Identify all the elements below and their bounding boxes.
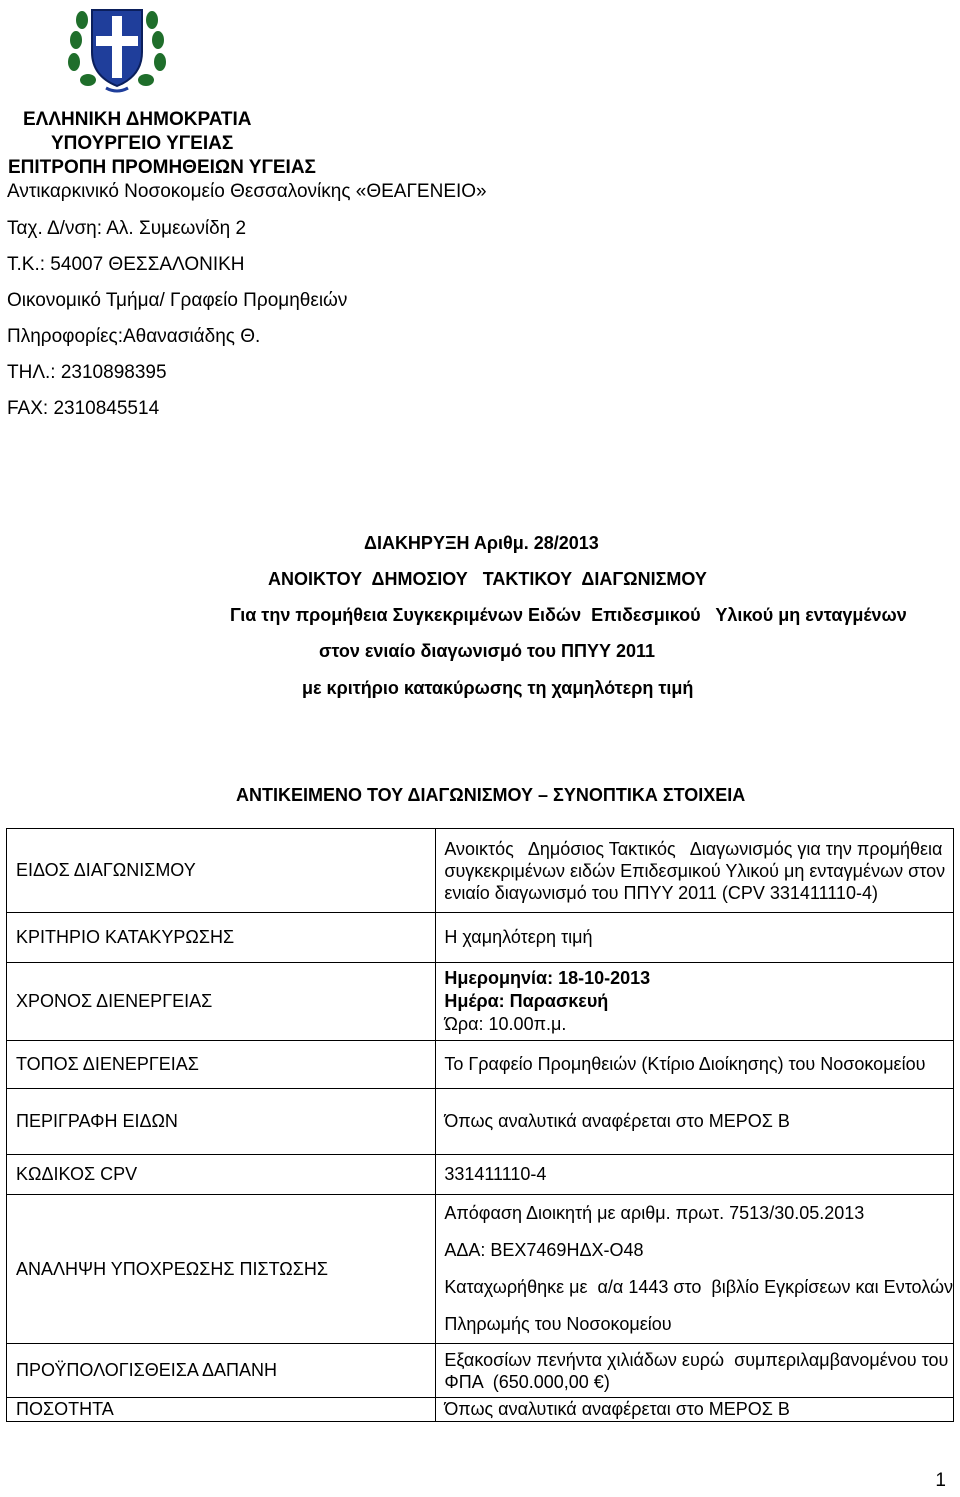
contact-info: Πληροφορίες:Αθανασιάδης Θ. bbox=[7, 326, 261, 347]
row-value-line: ενιαίο διαγωνισμό του ΠΠΥΥ 2011 (CPV 331411110-4) bbox=[444, 882, 878, 903]
row-label: ΧΡΟΝΟΣ ΔΙΕΝΕΡΓΕΙΑΣ bbox=[16, 991, 213, 1011]
row-value-line: ΑΔΑ: ΒΕΧ7469ΗΔΧ-Ο48 bbox=[444, 1240, 644, 1260]
row-label: ΠΡΟΫΠΟΛΟΓΙΣΘΕΙΣΑ ΔΑΠΑΝΗ bbox=[16, 1360, 277, 1380]
row-label: ΠΟΣΟΤΗΤΑ bbox=[16, 1399, 114, 1419]
row-value-line: Ώρα: 10.00π.μ. bbox=[444, 1014, 567, 1034]
row-value-line: Απόφαση Διοικητή με αριθμ. πρωτ. 7513/30.05.2013 bbox=[444, 1203, 865, 1223]
row-label: ΑΝΑΛΗΨΗ ΥΠΟΧΡΕΩΣΗΣ ΠΙΣΤΩΣΗΣ bbox=[16, 1258, 328, 1279]
table-row bbox=[7, 913, 954, 963]
row-value-line: Όπως αναλυτικά αναφέρεται στο ΜΕΡΟΣ Β bbox=[444, 1111, 790, 1131]
org-line-committee: ΕΠΙΤΡΟΠΗ ΠΡΟΜΗΘΕΙΩΝ ΥΓΕΙΑΣ bbox=[8, 157, 316, 178]
table-row bbox=[7, 1398, 954, 1422]
row-value-line: ΦΠΑ (650.000,00 €) bbox=[444, 1371, 610, 1392]
department: Οικονομικό Τμήμα/ Γραφείο Προμηθειών bbox=[7, 290, 348, 311]
row-label: ΠΕΡΙΓΡΑΦΗ ΕΙΔΩΝ bbox=[16, 1111, 178, 1131]
row-label: ΤΟΠΟΣ ΔΙΕΝΕΡΓΕΙΑΣ bbox=[16, 1054, 199, 1074]
row-label: ΕΙΔΟΣ ΔΙΑΓΩΝΙΣΜΟΥ bbox=[16, 860, 196, 880]
tender-subject-2: στον ενιαίο διαγωνισμό του ΠΠΥΥ 2011 bbox=[319, 641, 656, 661]
row-value-line: Όπως αναλυτικά αναφέρεται στο ΜΕΡΟΣ Β bbox=[444, 1399, 790, 1419]
tender-type: ΑΝΟΙΚΤΟΥ ΔΗΜΟΣΙΟΥ ΤΑΚΤΙΚΟΥ ΔΙΑΓΩΝΙΣΜΟΥ bbox=[268, 569, 707, 589]
table-row bbox=[7, 1041, 954, 1089]
row-value-line: 331411110-4 bbox=[444, 1164, 547, 1184]
address: Ταχ. Δ/νση: Αλ. Συμεωνίδη 2 bbox=[7, 218, 247, 239]
org-line-ministry: ΥΠΟΥΡΓΕΙΟ ΥΓΕΙΑΣ bbox=[51, 133, 234, 154]
row-value-line: Καταχωρήθηκε με α/α 1443 στο βιβλίο Εγκρίσεων και Εντολών bbox=[444, 1277, 953, 1297]
row-value-line: Εξακοσίων πενήντα χιλιάδων ευρώ συμπεριλαμβανομένου του bbox=[444, 1349, 949, 1370]
row-value-line: Η χαμηλότερη τιμή bbox=[444, 927, 593, 947]
phone: ΤΗΛ.: 2310898395 bbox=[7, 362, 167, 383]
table-row bbox=[7, 1155, 954, 1195]
table-row bbox=[7, 829, 954, 913]
table-row bbox=[7, 1344, 954, 1398]
summary-heading: ΑΝΤΙΚΕΙΜΕΝΟ ΤΟΥ ΔΙΑΓΩΝΙΣΜΟΥ – ΣΥΝΟΠΤΙΚΑ ΣΤΟΙΧΕΙΑ bbox=[236, 785, 746, 805]
greek-coat-of-arms-emblem bbox=[66, 2, 168, 94]
postcode: Τ.Κ.: 54007 ΘΕΣΣΑΛΟΝΙΚΗ bbox=[7, 254, 245, 275]
row-value-line: συγκεκριμένων ειδών Επιδεσμικού Υλικού μη ενταγμένων στον bbox=[444, 860, 946, 881]
tender-subject: Για την προμήθεια Συγκεκριμένων Ειδών Επιδεσμικού Υλικού μη ενταγμένων bbox=[230, 605, 907, 625]
page-number: 1 bbox=[935, 1470, 946, 1491]
table-row bbox=[7, 963, 954, 1041]
award-criterion: με κριτήριο κατακύρωσης τη χαμηλότερη τιμή bbox=[302, 678, 694, 698]
table-row bbox=[7, 1089, 954, 1155]
row-value-line: Ανοικτός Δημόσιος Τακτικός Διαγωνισμός για την προμήθεια bbox=[444, 838, 943, 859]
org-line-republic: ΕΛΛΗΝΙΚΗ ΔΗΜΟΚΡΑΤΙΑ bbox=[23, 109, 252, 130]
row-value-line: Το Γραφείο Προμηθειών (Κτίριο Διοίκησης) του Νοσοκομείου bbox=[444, 1054, 926, 1074]
row-value-line: Ημέρα: Παρασκευή bbox=[444, 991, 609, 1011]
table-row bbox=[7, 1195, 954, 1344]
row-label: ΚΡΙΤΗΡΙΟ ΚΑΤΑΚΥΡΩΣΗΣ bbox=[16, 927, 235, 947]
row-value-line: Ημερομηνία: 18-10-2013 bbox=[444, 968, 651, 988]
hospital-name: Αντικαρκινικό Νοσοκομείο Θεσσαλονίκης «ΘΕΑΓΕΝΕΙΟ» bbox=[7, 181, 487, 202]
fax: FAX: 2310845514 bbox=[7, 398, 160, 419]
summary-table bbox=[6, 828, 954, 1422]
notice-number: ΔΙΑΚΗΡΥΞΗ Αριθμ. 28/2013 bbox=[364, 533, 599, 553]
row-value-line: Πληρωμής του Νοσοκομείου bbox=[444, 1314, 672, 1334]
row-label: ΚΩΔΙΚΟΣ CPV bbox=[16, 1164, 138, 1184]
